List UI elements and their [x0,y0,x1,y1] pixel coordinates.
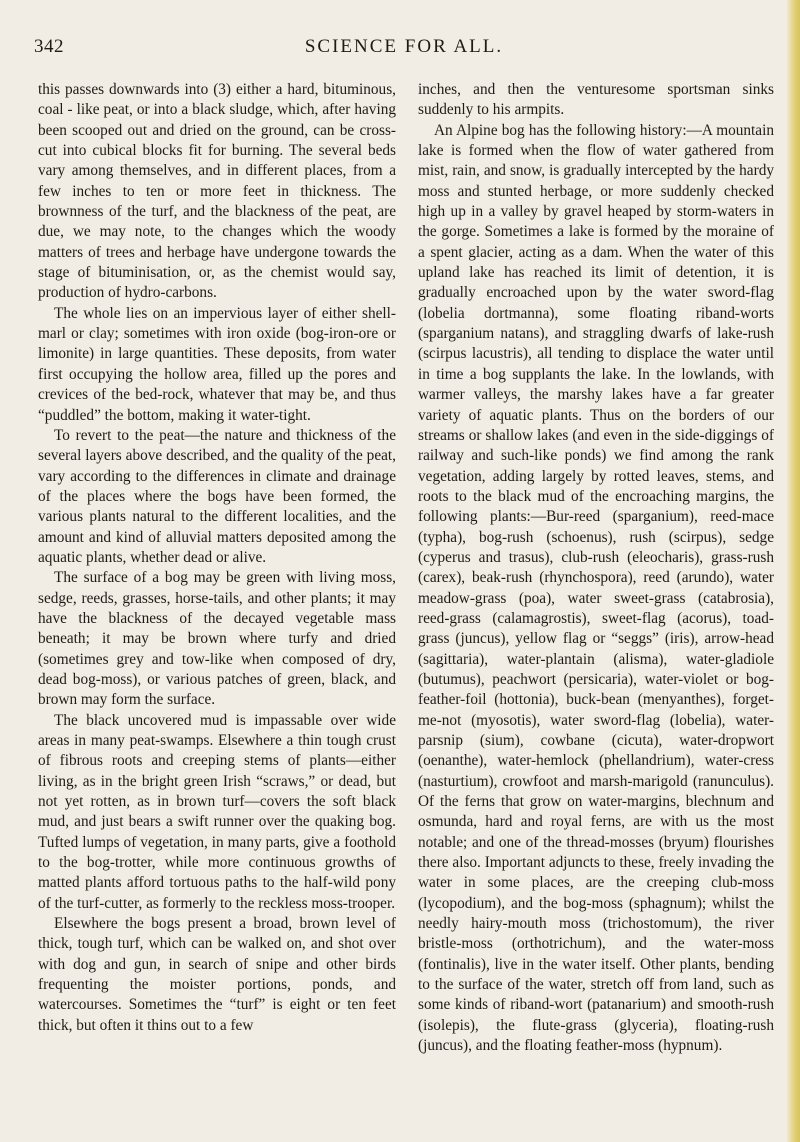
paragraph: Elsewhere the bogs present a broad, brown level of thick, tough turf, which can be walked on, and shot over with dog and gun, in search of snipe and other birds frequenting the moister portions, ponds, and watercourses. Sometimes the “turf” is eight or ten feet thick, but often it thins out to a few [38,915,396,1034]
paragraph: To revert to the peat—the nature and thickness of the several layers above described, and the quality of the peat, vary according to the differences in climate and drainage of the places where the bogs have been formed, the various plants natural to the different localities, and the amount and kind of alluvial matters deposited among the aquatic plants, whether dead or alive. [38,426,396,566]
paragraph: this passes downwards into (3) either a hard, bituminous, coal - like peat, or into a black sludge, which, after having been scooped out and dried on the ground, can be cross-cut into cubical blocks fit for burning. The several beds vary among themselves, and in different places, from a few inches to ten or more feet in thickness. The brownness of the turf, and the blackness of the peat, are due, we may note, to the changes which the woody matters of trees and herbage have undergone towards the stage of bituminisation, or, as the chemist would say, production of hydro-carbons. [38,81,396,302]
page-header [34,36,774,66]
paragraph: The black uncovered mud is impassable over wide areas in many peat-swamps. Elsewhere a thin tough crust of fibrous roots and creeping stems of plants—either living, as in the bright green Irish “scraws,” or dead, but not yet rotten, as in brown turf—covers the soft black mud, and just bears a swift runner over the quaking bog. Tufted lumps of vegetation, in many parts, give a foothold to the bog-trotter, while more continuous growths of matted plants afford tortuous paths to the half-wild pony of the turf-cutter, as formerly to the reckless moss-trooper. [38,711,396,912]
paragraph: The whole lies on an impervious layer of either shell-marl or clay; sometimes with iron oxide (bog-iron-ore or limonite) in large quantities. These deposits, from water first occupying the hollow area, filled up the pores and crevices of the bed-rock, whatever that may be, and thus “puddled” the bottom, making it water-tight. [38,304,396,424]
right-column [418,80,774,1057]
paragraph: inches, and then the venturesome sportsman sinks suddenly to his armpits. [418,81,774,119]
paragraph: An Alpine bog has the following history:—A mountain lake is formed when the flow of water gathered from mist, rain, and snow, is gradually intercepted by the hardy moss and stunted herbage, or more suddenly checked high up in a valley by gravel heaped by storm-waters in the gorge. Sometimes a lake is formed by the moraine of a spent glacier, acting as a dam. When the water of this upland lake has reached its limit of detention, it is gradually encroached upon by the water sword-flag (lobelia dortmanna), some floating riband-worts (sparganium natans), and straggling dwarfs of lake-rush (scirpus lacustris), all tending to displace the water until in time a bog supplants the lake. In the lowlands, with warmer valleys, the marshy lakes have a far greater variety of aquatic plants. Thus on the borders of our streams or shallow lakes (and even in the side-diggings of railway and such-like ponds) we find among the rank vegetation, adding largely by rotted leaves, stems, and roots to the black mud of the encroaching margins, the following plants:—Bur-reed (sparganium), reed-mace (typha), bog-rush (schoenus), rush (scirpus), sedge (cyperus and trasus), club-rush (eleocharis), grass-rush (carex), beak-rush (rhynchospora), reed (arundo), water meadow-grass (poa), water sweet-grass (catabrosia), reed-grass (calamagrostis), sweet-flag (acorus), toad-grass (juncus), yellow flag or “seggs” (iris), arrow-head (sagittaria), water-plantain (alisma), water-gladiole (butumus), peachwort (persicaria), water-violet or bog-feather-foil (hottonia), buck-bean (menyanthes), forget-me-not (myosotis), water sword-flag (lobelia), water-parsnip (sium), cowbane (cicuta), water-dropwort (oenanthe), water-hemlock (phellandrium), water-cress (nasturtium), crowfoot and marsh-marigold (ranunculus). Of the ferns that grow on water-margins, blechnum and osmunda, hard and royal ferns, are with us the most notable; and one of the thread-mosses (bryum) flourishes there also. Important adjuncts to these, freely invading the water in some places, are the creeping club-moss (lycopodium), and the bog-moss (sphagnum); whilst the needly hairy-mouth moss (trichostomum), the river bristle-moss (orthotrichum), and the water-moss (fontinalis), live in the water itself. Other plants, bending to the surface of the water, stretch off from land, such as some kinds of riband-wort (patanarium) and smooth-rush (isolepis), the flute-grass (glyceria), floating-rush (juncus), and the floating feather-moss (hypnum). [418,121,774,1055]
running-title: SCIENCE FOR ALL. [304,36,504,57]
page-edge [786,0,800,1142]
page-number: 342 [34,36,64,57]
paragraph: The surface of a bog may be green with living moss, sedge, reeds, grasses, horse-tails, and other plants; it may have the blackness of the decayed vegetable mass beneath; it may be brown where turfy and dried (sometimes grey and tow-like when composed of dry, dead bog-moss), or various patches of green, black, and brown may form the surface. [38,569,396,709]
left-column [38,80,396,1036]
